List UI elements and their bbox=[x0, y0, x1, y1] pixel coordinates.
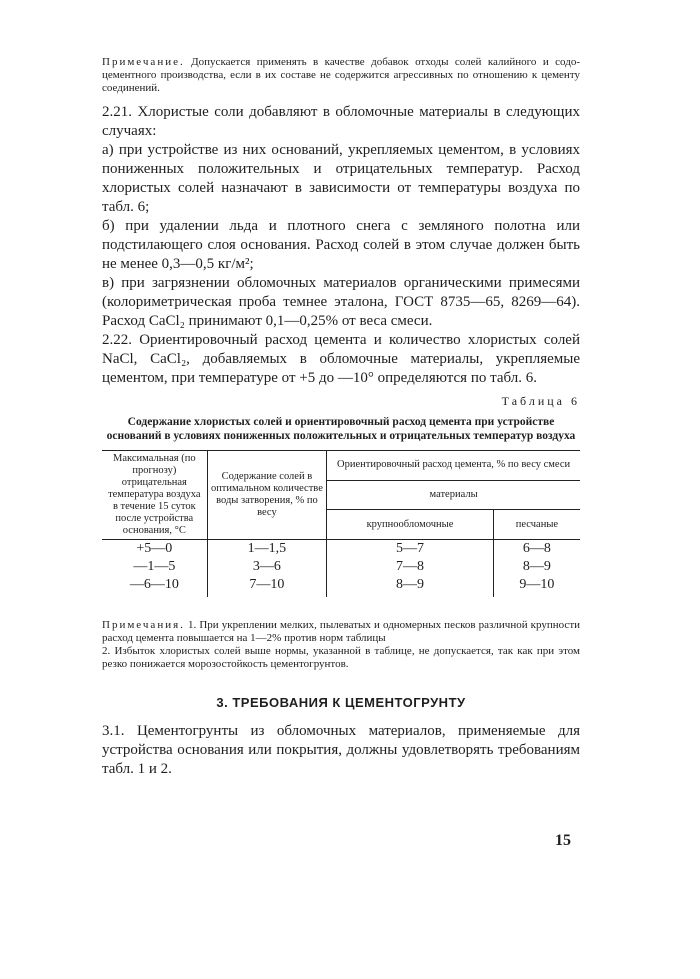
table-row bbox=[102, 576, 580, 597]
cell-coarse: 8—9 bbox=[327, 576, 494, 597]
cell-salt: 7—10 bbox=[207, 576, 327, 597]
table-row bbox=[102, 558, 580, 576]
cell-coarse: 5—7 bbox=[327, 540, 494, 559]
cell-temp: —1—5 bbox=[133, 559, 176, 574]
table-title: Содержание хлористых солей и ориентировочный расход цемента при устройстве оснований в условиях пониженных положительных и отрицательных температур воздуха bbox=[106, 416, 576, 442]
page-number: 15 bbox=[555, 832, 571, 849]
notes-label: Примечания. bbox=[102, 619, 185, 631]
paragraph-item-b: б) при удалении льда и плотного снега с земляного полотна или подстилающего слоя основания. Расход солей в этом случае должен быть не менее 0,3—0,5 кг/м²; bbox=[102, 218, 580, 272]
table-header-salt: Содержание солей в оптимальном количестве воды затворения, % по весу bbox=[207, 451, 327, 540]
table-note-1 bbox=[102, 619, 580, 645]
note-text: Допускается применять в качестве добавок отходы солей калийного и содо-цементного производства, если в их составе не содержится агрессивных по отношению к цементу соединений. bbox=[102, 56, 580, 94]
page-content bbox=[102, 56, 580, 794]
table-header-sand: песчаные bbox=[493, 510, 580, 540]
table-header-coarse: крупнообломочные bbox=[327, 510, 494, 540]
cell-temp: —6—10 bbox=[129, 577, 179, 592]
cell-salt: 1—1,5 bbox=[207, 540, 327, 559]
paragraph-3-1: 3.1. Цементогрунты из обломочных материалов, применяемые для устройства основания или покрытия, должны удовлетворять требованиям табл. 1 и 2. bbox=[102, 723, 580, 777]
cell-sand: 6—8 bbox=[493, 540, 580, 559]
paragraph-2-21: 2.21. Хлористые соли добавляют в обломочные материалы в следующих случаях: bbox=[102, 104, 580, 139]
cell-temp: +5—0 bbox=[136, 541, 173, 556]
table-6 bbox=[102, 450, 580, 597]
table-label: Таблица 6 bbox=[501, 394, 580, 408]
table-row bbox=[102, 540, 580, 559]
note-label: Примечание. bbox=[102, 56, 185, 68]
table-note-2: 2. Избыток хлористых солей выше нормы, указанной в таблице, не допускается, так как при этом резко понижается морозостойкость цементогрунтов. bbox=[102, 645, 580, 670]
cell-sand: 9—10 bbox=[493, 576, 580, 597]
cell-sand: 8—9 bbox=[493, 558, 580, 576]
table-header-temperature: Максимальная (по прогнозу) отрицательная температура воздуха в течение 15 суток после устройства основания, °С bbox=[102, 451, 207, 540]
note-paragraph bbox=[102, 56, 580, 95]
paragraph-item-a: а) при устройстве из них оснований, укрепляемых цементом, в условиях пониженных положительных и отрицательных температур. Расход хлористых солей назначают в зависимости от температуры воздуха по табл. 6; bbox=[102, 142, 580, 215]
note-1-text: 1. При укреплении мелких, пылеватых и одномерных песков различной крупности расход цемента повышается на 1—2% против норм таблицы bbox=[102, 619, 581, 644]
section-title: 3. ТРЕБОВАНИЯ К ЦЕМЕНТОГРУНТУ bbox=[216, 695, 466, 710]
paragraph-item-v: в) при загрязнении обломочных материалов органическими примесями (колориметрическая проба темнее эталона, ГОСТ 8735—65, 8269—64). Расход CaCl₂ принимают 0,1—0,25% от веса смеси. bbox=[102, 275, 580, 329]
cell-coarse: 7—8 bbox=[327, 558, 494, 576]
table-header-cement: Ориентировочный расход цемента, % по весу смеси bbox=[327, 451, 580, 481]
cell-salt: 3—6 bbox=[207, 558, 327, 576]
table-notes bbox=[102, 619, 580, 671]
table-header-materials: материалы bbox=[327, 480, 580, 510]
paragraph-2-22: 2.22. Ориентировочный расход цемента и количество хлористых солей NaCl, CaCl₂, добавляемых в обломочные материалы, укрепляемые цементом, при температуре от +5 до —10° определяются по табл. 6. bbox=[102, 332, 580, 386]
